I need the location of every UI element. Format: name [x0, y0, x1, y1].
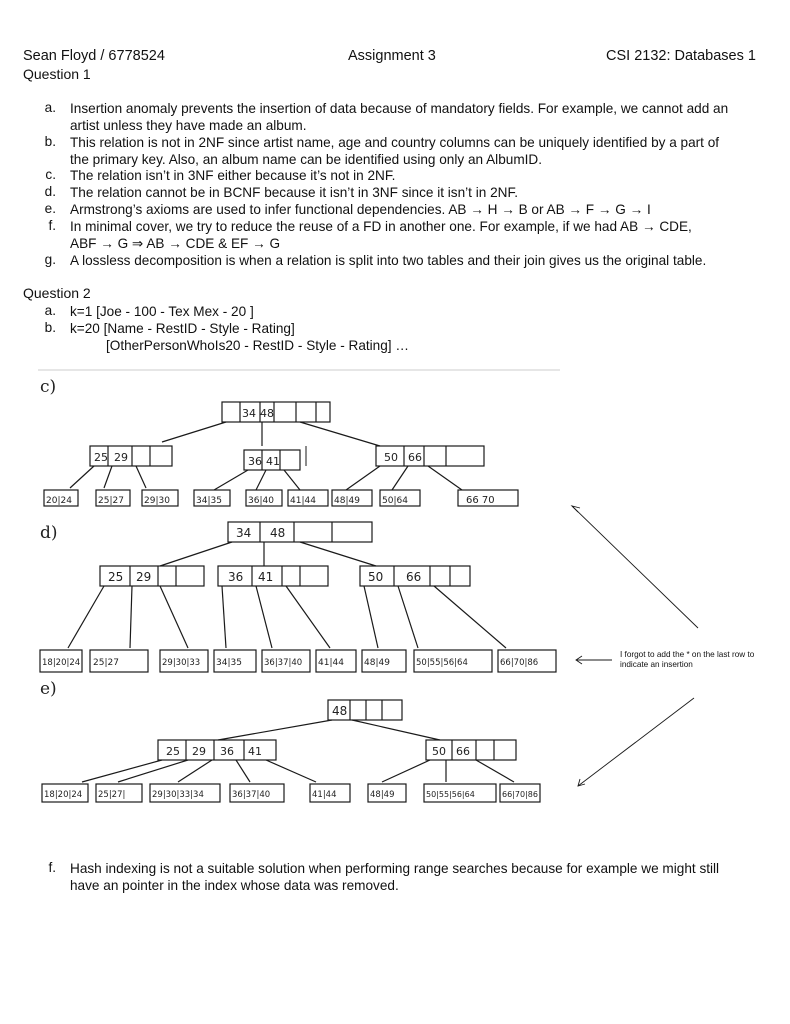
tree-e-internal-key: 41 [248, 745, 262, 758]
tree-d-leaf-keys: 41|44 [318, 658, 344, 668]
tree-c-root-key: 34 [242, 407, 256, 420]
tree-c-leaf-keys: 20|24 [46, 496, 72, 506]
tree-c-pointer [162, 422, 226, 442]
q1-line: Armstrong’s axioms are used to infer functional dependencies. AB → H → B or AB → F → G → I [70, 202, 651, 217]
tree-d-leaf-keys: 34|35 [216, 658, 242, 668]
tree-c-leaf-keys: 34|35 [196, 496, 222, 506]
q1-line: artist unless they have made an album. [70, 118, 307, 133]
tree-d-leaf-keys: 48|49 [364, 658, 390, 668]
tree-d-internal-key: 41 [258, 570, 274, 584]
tree-d-internal-key: 25 [108, 570, 124, 584]
tree-d-leaf-keys: 18|20|24 [42, 658, 81, 668]
tree-c-pointer [300, 422, 380, 446]
insertion-note [620, 650, 754, 670]
q2-line: [OtherPersonWhoIs20 - RestID - Style - Rating] … [106, 338, 409, 353]
q1-title: Question 1 [23, 66, 91, 82]
tree-d-leaf-keys: 29|30|33 [162, 658, 201, 668]
note-arrow-upper [572, 506, 698, 628]
tree-d-internal-key: 36 [228, 570, 244, 584]
tree-c-internal-key: 36 [248, 455, 262, 468]
tree-e-internal-key: 25 [166, 745, 180, 758]
tree-e-pointer [352, 720, 440, 740]
q1-line: the primary key. Also, an album name can be identified using only an AlbumID. [70, 152, 543, 167]
q1-marker: g. [44, 252, 56, 267]
tree-e-internal-key: 36 [220, 745, 234, 758]
tree-c-root-key: 48 [260, 407, 274, 420]
assignment-title: Assignment 3 [348, 48, 436, 64]
tree-d-root-key: 48 [270, 526, 286, 540]
q1-marker: d. [44, 184, 56, 199]
q2-line: k=1 [Joe - 100 - Tex Mex - 20 ] [70, 304, 254, 319]
q2-marker: f. [48, 860, 56, 875]
q1-marker: e. [44, 201, 56, 216]
tree-c-internal-key: 29 [114, 451, 128, 464]
tree-c-leaf-keys: 36|40 [248, 496, 274, 506]
course-title: CSI 2132: Databases 1 [606, 48, 756, 64]
insertion-note-line: indicate an insertion [620, 660, 693, 669]
tree-e-leaf-keys: 36|37|40 [232, 790, 271, 800]
tree-c-label: c) [40, 377, 57, 397]
tree-e-internal-key: 50 [432, 745, 446, 758]
q1-line: ABF → G ⇒ AB → CDE & EF → G [70, 236, 281, 251]
tree-d-label: d) [40, 523, 58, 543]
tree-e-leaf-keys: 48|49 [370, 790, 395, 800]
q1-marker: b. [44, 134, 56, 149]
q1-line: The relation isn’t in 3NF either because it’s not in 2NF. [70, 168, 396, 183]
tree-c-internal-key: 41 [266, 455, 280, 468]
tree-d-internal-key: 29 [136, 570, 152, 584]
tree-c-leaf-keys: 25|27 [98, 496, 124, 506]
q2-line: k=20 [Name - RestID - Style - Rating] [70, 321, 295, 336]
tree-c-leaf-keys: 50|64 [382, 496, 408, 506]
tree-c-internal-key: 50 [384, 451, 398, 464]
tree-d-pointer [160, 542, 232, 566]
tree-e-leaf-keys: 18|20|24 [44, 790, 83, 800]
q2-line: Hash indexing is not a suitable solution when performing range searches because for example we might still [70, 861, 720, 876]
tree-c-internal-key: 66 [408, 451, 422, 464]
q2-marker: a. [44, 303, 56, 318]
tree-c-internal-key: 25 [94, 451, 108, 464]
tree-e-label: e) [40, 679, 57, 699]
tree-e-leaf-keys: 29|30|33|34 [152, 790, 204, 800]
tree-c-leaf-keys: 66 70 [466, 495, 495, 506]
insertion-note-line: I forgot to add the * on the last row to [620, 650, 755, 659]
q2-marker: b. [44, 320, 56, 335]
author-name: Sean Floyd / 6778524 [23, 48, 165, 64]
tree-d-leaf-keys: 36|37|40 [264, 658, 303, 668]
q1-line: In minimal cover, we try to reduce the reuse of a FD in another one. For example, if we had AB → CDE, [70, 219, 692, 234]
q1-line: Insertion anomaly prevents the insertion of data because of mandatory fields. For example, we cannot add an [70, 101, 729, 116]
tree-d-internal-key: 66 [406, 570, 422, 584]
tree-d-leaf-keys: 25|27 [93, 658, 119, 668]
tree-d-root-key: 34 [236, 526, 252, 540]
tree-d-leaf-keys: 66|70|86 [500, 658, 539, 668]
tree-c-root-node [222, 402, 330, 422]
note-arrow-lower [578, 698, 694, 786]
q2-title: Question 2 [23, 285, 91, 301]
tree-d-pointer [300, 542, 376, 566]
q1-marker: f. [48, 218, 56, 233]
tree-e-pointer [218, 720, 332, 740]
q1-marker: c. [45, 167, 56, 182]
q2-line: have an pointer in the index whose data was removed. [70, 878, 399, 893]
tree-e-leaf-keys: 50|55|56|64 [426, 790, 475, 799]
tree-e-internal-key: 29 [192, 745, 206, 758]
tree-e-leaf-keys: 41|44 [312, 790, 337, 800]
tree-e-internal-key: 66 [456, 745, 470, 758]
q1-marker: a. [44, 100, 56, 115]
q1-line: A lossless decomposition is when a relation is split into two tables and their join gives us the original table. [70, 253, 707, 268]
tree-c-leaf-keys: 48|49 [334, 496, 360, 506]
tree-c-leaf-keys: 41|44 [290, 496, 316, 506]
q1-line: The relation cannot be in BCNF because it isn’t in 3NF since it isn’t in 2NF. [70, 185, 519, 200]
tree-e-leaf-keys: 25|27| [98, 790, 126, 800]
tree-d-internal-key: 50 [368, 570, 384, 584]
q1-line: This relation is not in 2NF since artist name, age and country columns can be uniquely identified by a part of [70, 135, 720, 150]
tree-e-leaf-keys: 66|70|86 [502, 790, 538, 799]
tree-e-root-key: 48 [332, 704, 348, 718]
tree-d-leaf-keys: 50|55|56|64 [416, 658, 468, 668]
tree-c-leaf-keys: 29|30 [144, 496, 170, 506]
